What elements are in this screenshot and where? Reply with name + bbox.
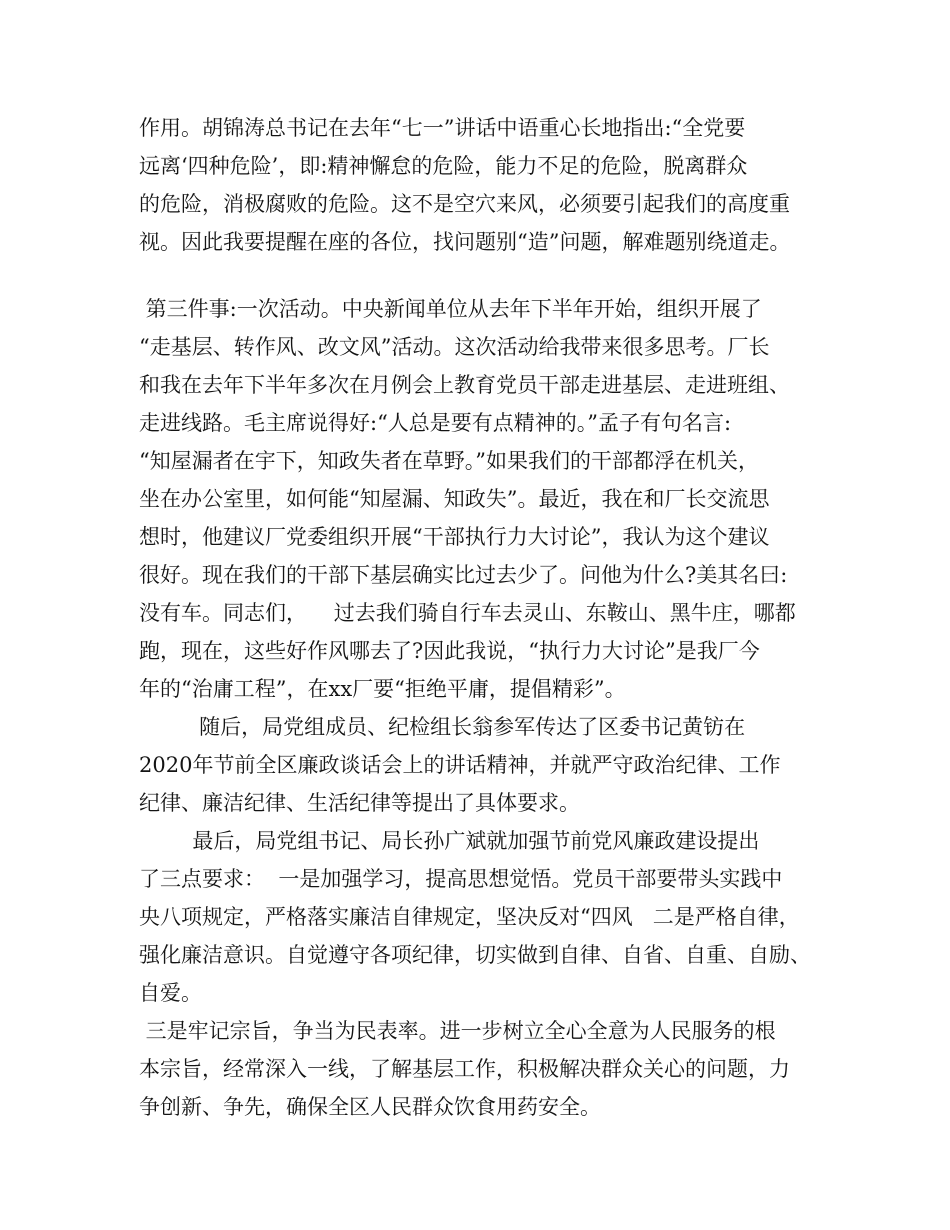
text-line: 纪律、廉洁纪律、生活纪律等提出了具体要求。 <box>139 791 580 815</box>
text-line: 了三点要求： 一是加强学习，提高思想觉悟。党员干部要带头实践中 <box>139 867 783 891</box>
text-line: 争创新、争先，确保全区人民群众饮食用药安全。 <box>139 1095 601 1119</box>
text-line: 三是牢记宗旨，争当为民表率。进一步树立全心全意为人民服务的根 <box>139 1019 776 1043</box>
text-line: 的危险，消极腐败的危险。这不是空穴来风，必须要引起我们的高度重 <box>139 192 790 216</box>
text-line: 本宗旨，经常深入一线，了解基层工作，积极解决群众关心的问题，力 <box>139 1057 790 1081</box>
text-line: 央八项规定，严格落实廉洁自律规定，坚决反对“四风 二是严格自律， <box>139 905 800 929</box>
text-line: 强化廉洁意识。自觉遵守各项纪律，切实做到自律、自省、自重、自励、 <box>139 943 811 967</box>
text-line: 远离‘四种危险’，即:精神懈怠的危险，能力不足的危险，脱离群众 <box>139 154 748 178</box>
text-line: 随后，局党组成员、纪检组长翁参军传达了区委书记黄钫在 <box>139 715 746 739</box>
text-line: 和我在去年下半年多次在月例会上教育党员干部走进基层、走进班组、 <box>139 373 790 397</box>
text-line: 自爱。 <box>139 981 202 1005</box>
text-line: 很好。现在我们的干部下基层确实比过去少了。问他为什么?美其名曰: <box>139 563 788 587</box>
text-line: 坐在办公室里，如何能“知屋漏、知政失”。最近，我在和厂长交流思 <box>139 487 770 511</box>
text-line: 作用。胡锦涛总书记在去年“七一”讲话中语重心长地指出:“全党要 <box>139 116 746 140</box>
text-line: 2020年节前全区廉政谈话会上的讲话精神，并就严守政治纪律、工作 <box>139 753 781 777</box>
text-line: 最后，局党组书记、局长孙广斌就加强节前党风廉政建设提出 <box>139 829 760 853</box>
text-line: 第三件事:一次活动。中央新闻单位从去年下半年开始，组织开展了 <box>139 297 762 321</box>
text-line: 视。因此我要提醒在座的各位，找问题别“造”问题，解难题别绕道走。 <box>139 230 791 254</box>
text-line: 跑，现在，这些好作风哪去了?因此我说，“执行力大讨论”是我厂今 <box>139 639 760 663</box>
text-line: 年的“治庸工程”，在xx厂要“拒绝平庸，提倡精彩”。 <box>139 677 626 701</box>
text-line: 想时，他建议厂党委组织开展“干部执行力大讨论”，我认为这个建议 <box>139 525 770 549</box>
text-line: 走进线路。毛主席说得好:“人总是要有点精神的。”孟子有句名言: <box>139 411 732 435</box>
text-line: “走基层、转作风、改文风”活动。这次活动给我带来很多思考。厂长 <box>139 335 770 359</box>
text-line: 没有车。同志们， 过去我们骑自行车去灵山、东鞍山、黑牛庄，哪都 <box>139 601 796 625</box>
text-line: “知屋漏者在宇下，知政失者在草野。”如果我们的干部都浮在机关， <box>139 449 759 473</box>
